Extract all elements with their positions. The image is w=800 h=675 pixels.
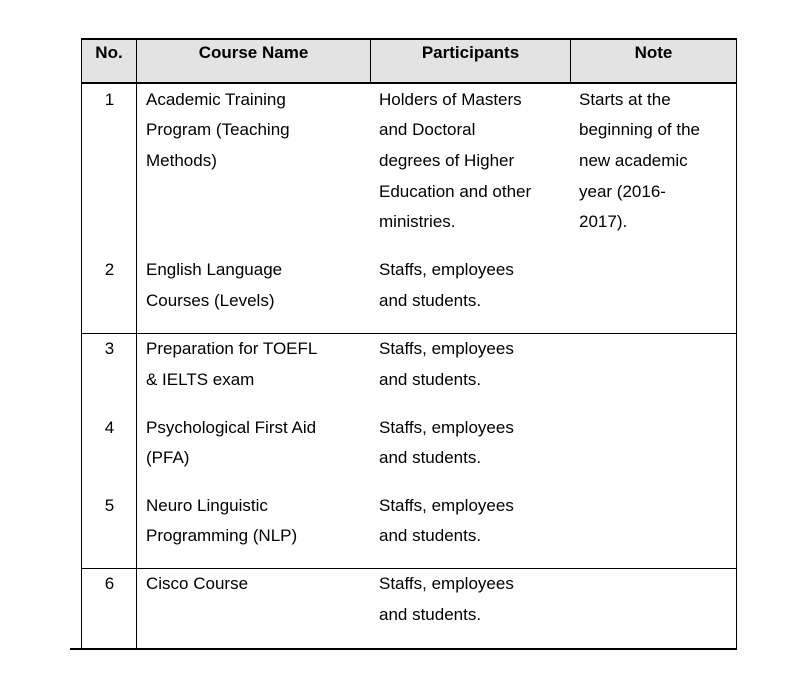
note-line: Starts at the	[579, 90, 671, 109]
participants-line: and students.	[379, 526, 482, 545]
participants-line: and students.	[379, 370, 482, 389]
participants-line: Staffs, employees	[379, 339, 514, 358]
course-name-line: (PFA)	[146, 448, 190, 467]
header-no: No.	[95, 43, 123, 62]
participants-line: ministries.	[379, 212, 456, 231]
participants-line: and students.	[379, 448, 482, 467]
course-name-line: Psychological First Aid	[146, 418, 317, 437]
table-right-border	[736, 38, 737, 648]
note-line: new academic	[579, 151, 688, 170]
participants-line: Staffs, employees	[379, 496, 514, 515]
note-line: 2017).	[579, 212, 628, 231]
header-note: Note	[634, 43, 673, 62]
participants-line: and students.	[379, 291, 482, 310]
course-name-line: Neuro Linguistic	[146, 496, 268, 515]
course-name-line: Academic Training	[146, 90, 286, 109]
participants-line: Staffs, employees	[379, 260, 514, 279]
participants-line: degrees of Higher	[379, 151, 515, 170]
course-name-line: Programming (NLP)	[146, 526, 298, 545]
participants-line: Staffs, employees	[379, 418, 514, 437]
row-number: 1	[104, 90, 115, 109]
row-number: 2	[104, 260, 115, 279]
table-bottom-border	[70, 648, 737, 650]
row-number: 6	[104, 574, 115, 593]
course-name-line: Cisco Course	[146, 574, 249, 593]
participants-line: Staffs, employees	[379, 574, 514, 593]
header-course-name: Course Name	[198, 43, 309, 62]
row-number: 4	[104, 418, 115, 437]
note-line: beginning of the	[579, 120, 700, 139]
participants-line: Education and other	[379, 182, 532, 201]
course-name-line: Program (Teaching	[146, 120, 290, 139]
course-name-line: & IELTS exam	[146, 370, 255, 389]
note-line: year (2016-	[579, 182, 666, 201]
participants-line: Holders of Masters	[379, 90, 522, 109]
header-participants: Participants	[421, 43, 520, 62]
row-number: 5	[104, 496, 115, 515]
course-name-line: Courses (Levels)	[146, 291, 275, 310]
row-number: 3	[104, 339, 115, 358]
participants-line: and Doctoral	[379, 120, 476, 139]
course-name-line: Preparation for TOEFL	[146, 339, 318, 358]
course-name-line: Methods)	[146, 151, 217, 170]
course-name-line: English Language	[146, 260, 283, 279]
participants-line: and students.	[379, 605, 482, 624]
